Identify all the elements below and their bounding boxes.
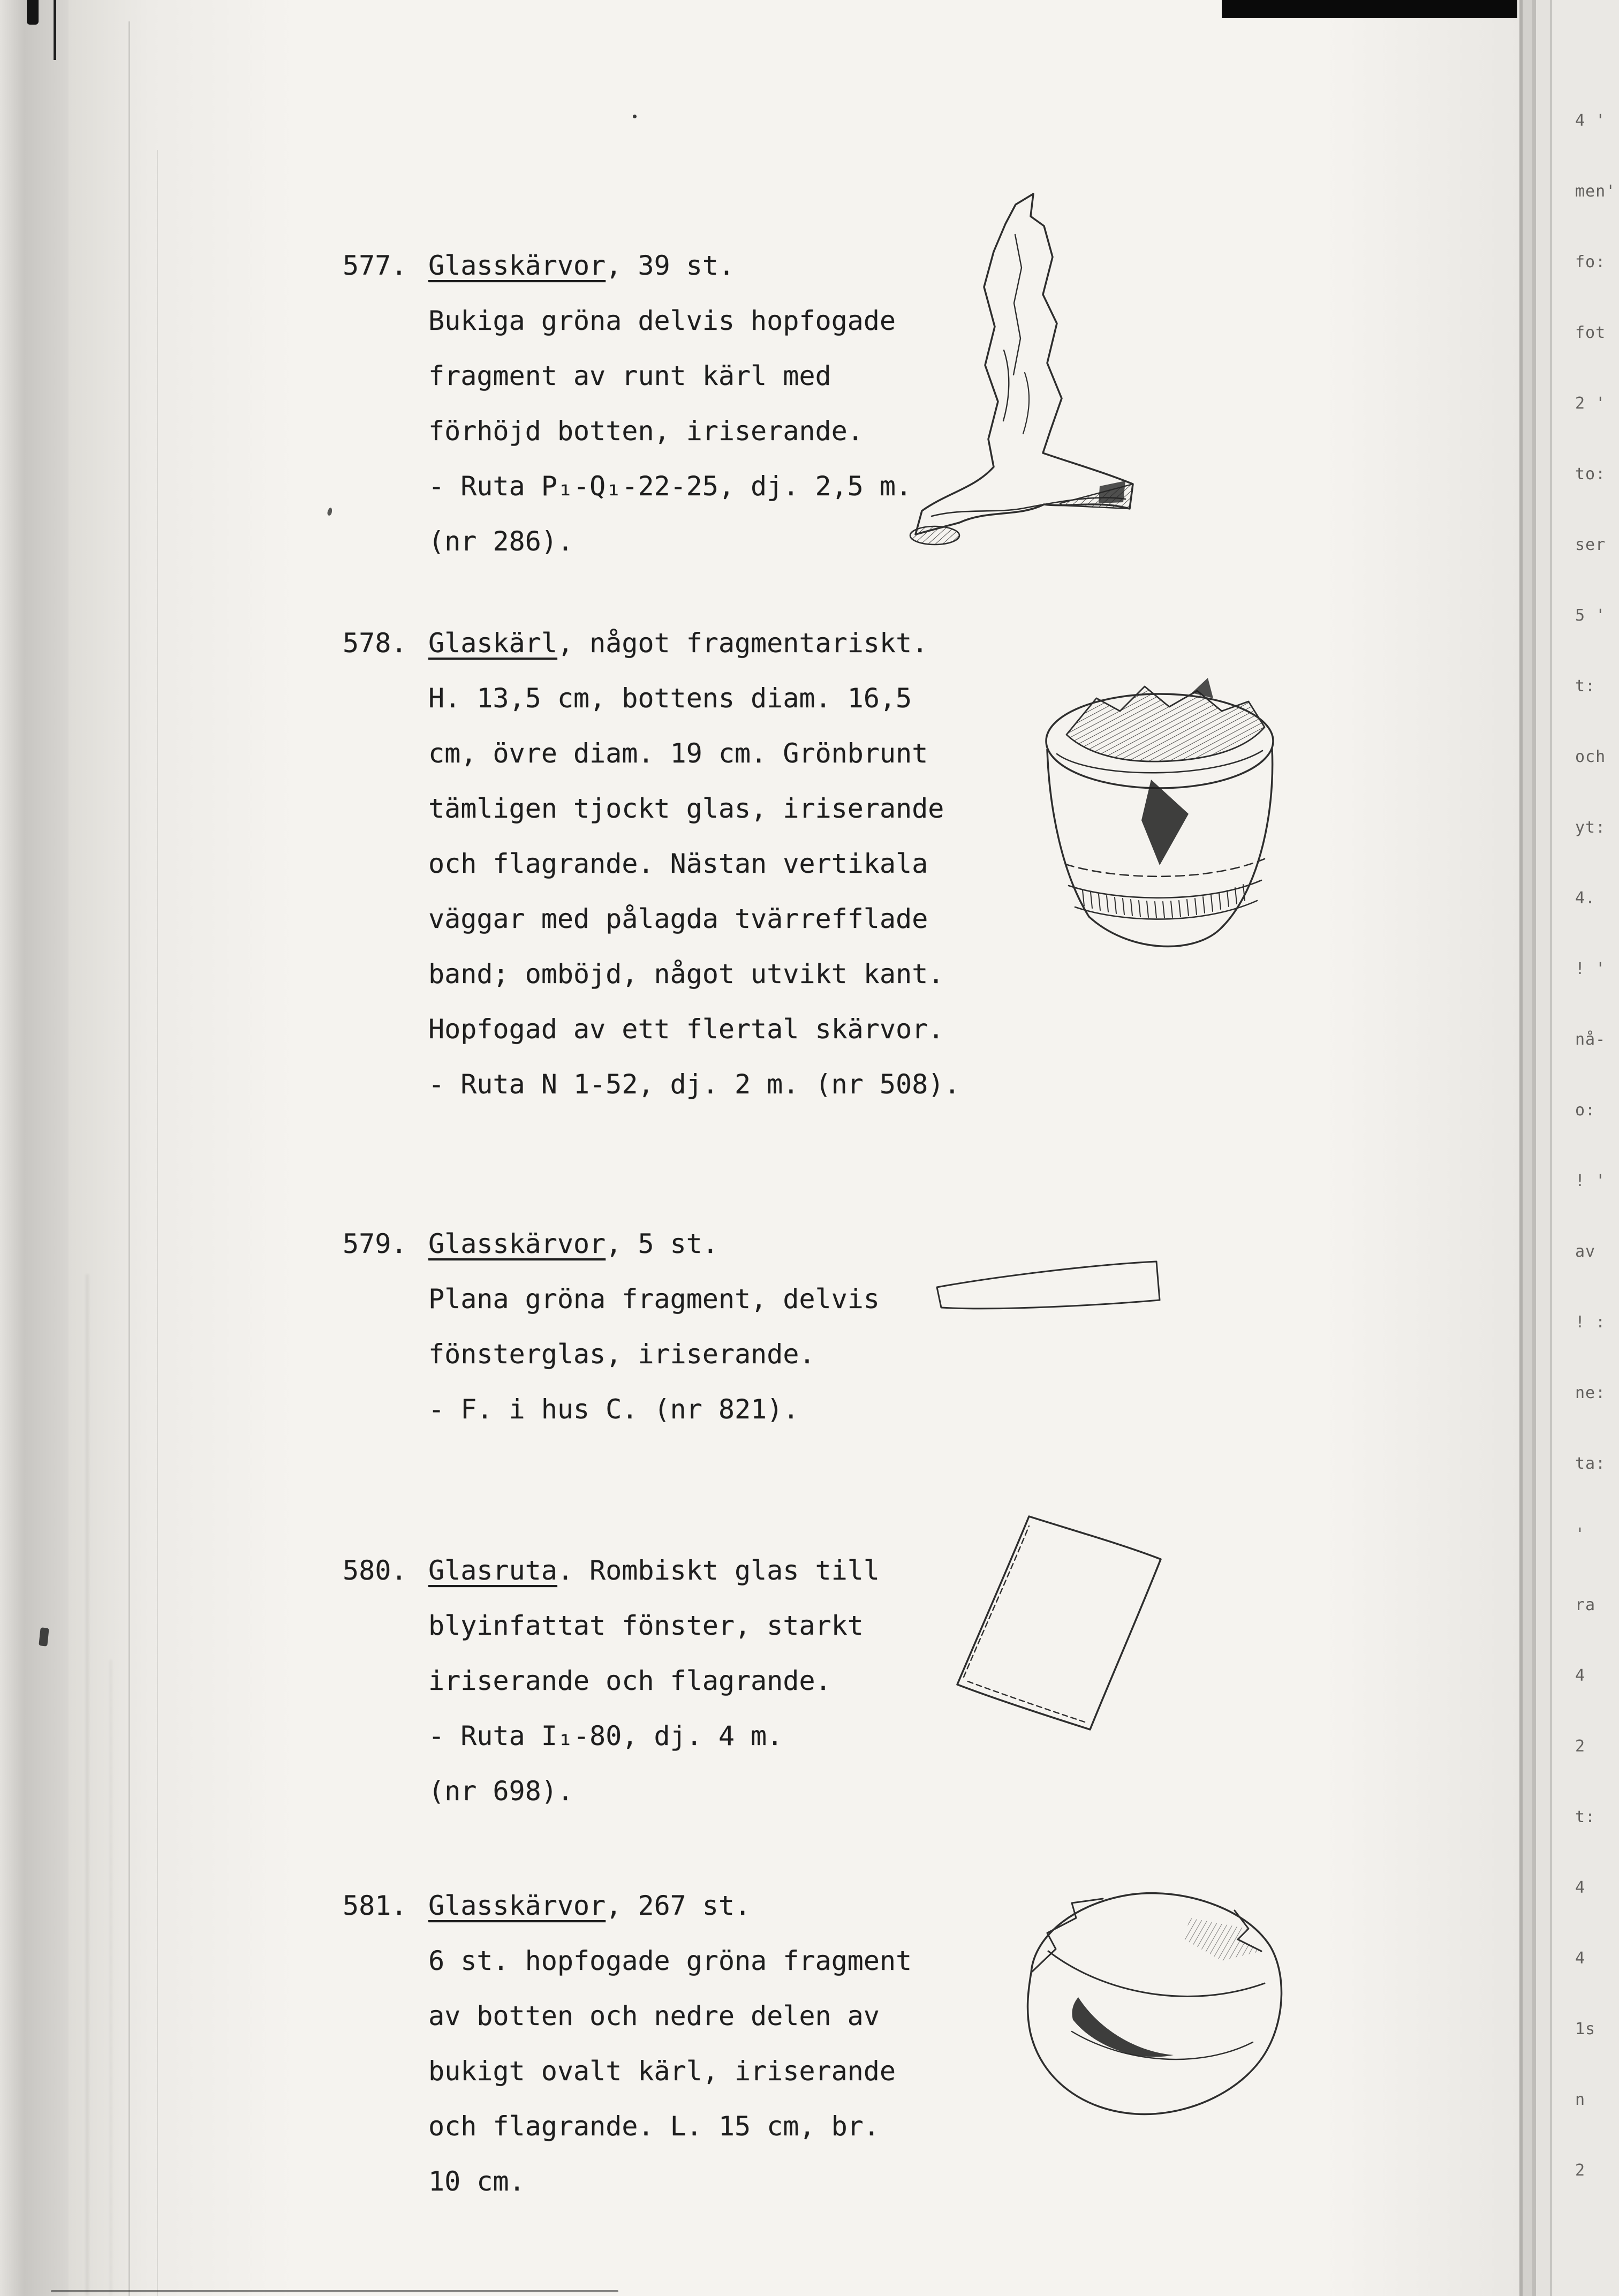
- cutoff-text: ! ': [1575, 1172, 1606, 1190]
- entry-title: Glasskärvor: [428, 250, 606, 281]
- entry-line: bukigt ovalt kärl, iriserande: [428, 2056, 896, 2087]
- cutoff-text: av: [1575, 1242, 1596, 1261]
- cutoff-text: ta:: [1575, 1454, 1606, 1473]
- entry-line: Bukiga gröna delvis hopfogade: [428, 305, 896, 336]
- cutoff-text: yt:: [1575, 818, 1606, 837]
- entry-line: fragment av runt kärl med: [428, 360, 831, 391]
- cutoff-text: 4: [1575, 1666, 1586, 1685]
- entry-number: 577.: [343, 250, 407, 281]
- cutoff-text: 2 ': [1575, 394, 1606, 413]
- entry-number: 581.: [343, 1890, 407, 1921]
- cutoff-text: och: [1575, 747, 1606, 766]
- entry-line: 10 cm.: [428, 2166, 525, 2197]
- entry-title: Glasskärvor: [428, 1890, 606, 1921]
- binding-crease: [128, 21, 130, 2296]
- entry-line: Hopfogad av ett flertal skärvor.: [428, 1014, 944, 1045]
- binding-crease: [157, 150, 158, 2296]
- entry-line: Plana gröna fragment, delvis: [428, 1283, 880, 1315]
- entry-line: iriserande och flagrande.: [428, 1665, 831, 1696]
- entry-line: band; omböjd, något utvikt kant.: [428, 958, 944, 990]
- scan-artifact: [1222, 0, 1517, 18]
- cutoff-text: n: [1575, 2090, 1586, 2109]
- entry-line: - Ruta P₁-Q₁-22-25, dj. 2,5 m.: [428, 471, 912, 502]
- catalog-entry-580: [343, 1543, 880, 1819]
- entry-number: 580.: [343, 1555, 407, 1586]
- entry-title: Glaskärl: [428, 628, 557, 659]
- rhombic-glass-pane-sketch: [949, 1509, 1168, 1739]
- entry-heading: [343, 238, 912, 293]
- entry-line: förhöjd botten, iriserande.: [428, 416, 864, 447]
- entry-line: (nr 698).: [428, 1776, 573, 1807]
- entry-line: blyinfattat fönster, starkt: [428, 1610, 864, 1641]
- cutoff-text: 2: [1575, 2161, 1586, 2180]
- entry-title-suffix: , 5 st.: [606, 1228, 718, 1259]
- crumpled-glass-fragment-sketch: [883, 188, 1156, 553]
- cutoff-text: t:: [1575, 1808, 1596, 1826]
- entry-number: 579.: [343, 1228, 407, 1259]
- entry-line: (nr 286).: [428, 526, 573, 557]
- cutoff-text: ! :: [1575, 1313, 1606, 1332]
- entry-heading: [343, 1217, 880, 1272]
- entry-title-suffix: , 39 st.: [606, 250, 735, 281]
- entry-line: fönsterglas, iriserande.: [428, 1339, 815, 1370]
- entry-title-suffix: , något fragmentariskt.: [557, 628, 928, 659]
- catalog-entry-579: [343, 1217, 880, 1437]
- cutoff-text: ne:: [1575, 1384, 1606, 1402]
- cutoff-text: 2: [1575, 1737, 1586, 1756]
- cutoff-text: nå-: [1575, 1030, 1606, 1049]
- cutoff-text: fo:: [1575, 253, 1606, 271]
- glass-vessel-sketch: [1031, 660, 1288, 965]
- entry-title: Glasskärvor: [428, 1228, 606, 1259]
- entry-line: - Ruta I₁-80, dj. 4 m.: [428, 1720, 783, 1751]
- scan-artifact: [54, 0, 56, 60]
- entry-heading: [343, 1878, 912, 1934]
- cutoff-text: fot: [1575, 323, 1606, 342]
- catalog-entry-577: [343, 238, 912, 569]
- entry-line: tämligen tjockt glas, iriserande: [428, 793, 944, 824]
- entry-title: Glasruta: [428, 1555, 557, 1586]
- scan-artifact: [633, 115, 637, 118]
- next-page-edge: [1519, 0, 1619, 2296]
- cutoff-text: ra: [1575, 1596, 1596, 1614]
- cutoff-text: 5 ': [1575, 606, 1606, 625]
- cutoff-text: ser: [1575, 535, 1606, 554]
- catalog-entry-581: [343, 1878, 912, 2209]
- scan-artifact: [39, 1627, 49, 1646]
- entry-line: av botten och nedre delen av: [428, 2000, 880, 2031]
- cutoff-text: 4: [1575, 1949, 1586, 1968]
- entry-heading: [343, 616, 960, 671]
- cutoff-text: to:: [1575, 465, 1606, 484]
- cutoff-text: 4.: [1575, 889, 1596, 908]
- cutoff-text: 1s: [1575, 2020, 1596, 2038]
- scan-artifact: [27, 0, 39, 25]
- entry-line: och flagrande. Nästan vertikala: [428, 848, 928, 879]
- cutoff-text: 4: [1575, 1878, 1586, 1897]
- cutoff-text: ! ': [1575, 960, 1606, 978]
- page-edge-line: [1550, 0, 1552, 2296]
- cutoff-text-column: [1575, 86, 1619, 2206]
- entry-line: 6 st. hopfogade gröna fragment: [428, 1945, 912, 1976]
- cutoff-text: o:: [1575, 1101, 1596, 1120]
- entry-title-suffix: . Rombiskt glas till: [557, 1555, 880, 1586]
- catalog-entry-578: [343, 616, 960, 1112]
- entry-number: 578.: [343, 628, 407, 659]
- entry-heading: [343, 1543, 880, 1598]
- scan-artifact: [51, 2290, 618, 2292]
- entry-line: - F. i hus C. (nr 821).: [428, 1394, 799, 1425]
- glass-bowl-fragment-sketch: [997, 1870, 1297, 2143]
- binding-crease: [86, 1274, 89, 2296]
- binding-crease: [110, 1660, 112, 2296]
- cutoff-text: t:: [1575, 677, 1596, 696]
- cutoff-text: men': [1575, 182, 1616, 201]
- entry-line: - Ruta N 1-52, dj. 2 m. (nr 508).: [428, 1069, 960, 1100]
- entry-title-suffix: , 267 st.: [606, 1890, 751, 1921]
- entry-line: H. 13,5 cm, bottens diam. 16,5: [428, 683, 912, 714]
- cutoff-text: ': [1575, 1525, 1586, 1544]
- cutoff-text: 4 ': [1575, 111, 1606, 130]
- entry-line: och flagrande. L. 15 cm, br.: [428, 2111, 880, 2142]
- entry-line: cm, övre diam. 19 cm. Grönbrunt: [428, 738, 928, 769]
- entry-line: väggar med pålagda tvärrefflade: [428, 903, 928, 934]
- flat-glass-strip-sketch: [932, 1254, 1162, 1334]
